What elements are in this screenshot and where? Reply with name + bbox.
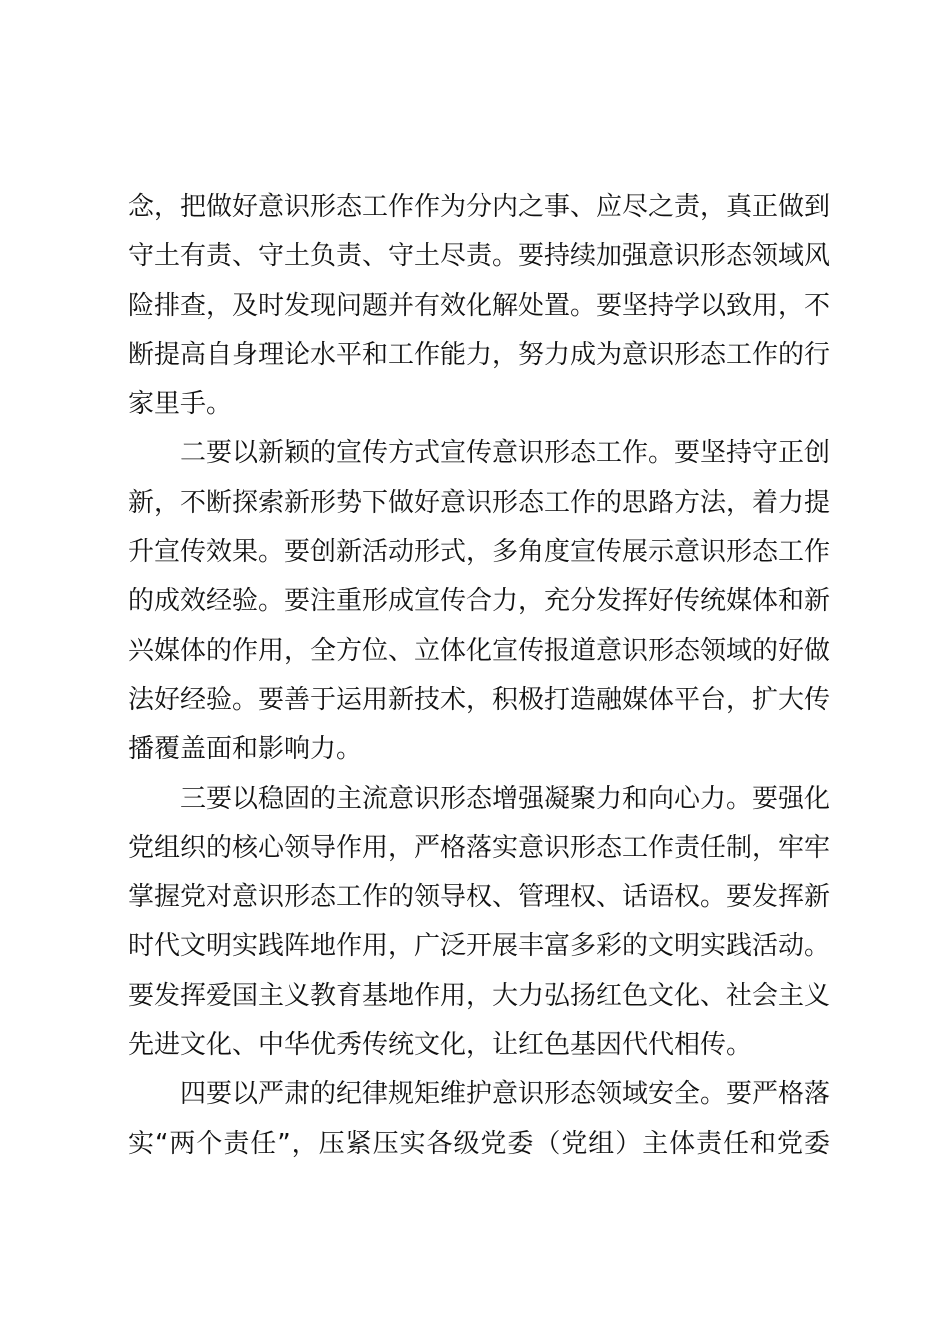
paragraph-start-line: 三要以稳固的主流意识形态增强凝聚力和向心力。要强化: [180, 783, 831, 814]
text-line: 险排查，及时发现问题并有效化解处置。要坚持学以致用，不: [128, 290, 831, 321]
text-line: 党组织的核心领导作用，严格落实意识形态工作责任制，牢牢: [128, 832, 831, 863]
text-line: 念，把做好意识形态工作作为分内之事、应尽之责，真正做到: [128, 192, 831, 222]
text-line: 家里手。: [128, 389, 233, 420]
text-line: 要发挥爱国主义教育基地作用，大力弘扬红色文化、社会主义: [128, 980, 831, 1011]
text-line: 断提高自身理论水平和工作能力，努力成为意识形态工作的行: [128, 339, 831, 370]
paragraph-start-line: 四要以严肃的纪律规矩维护意识形态领域安全。要严格落: [180, 1079, 831, 1110]
text-line: 播覆盖面和影响力。: [128, 734, 363, 765]
text-line: 升宣传效果。要创新活动形式，多角度宣传展示意识形态工作: [128, 537, 831, 568]
text-line: 先进文化、中华优秀传统文化，让红色基因代代相传。: [128, 1030, 753, 1061]
paragraph-start-line: 二要以新颖的宣传方式宣传意识形态工作。要坚持守正创: [180, 438, 831, 469]
text-line: 实“两个责任”，压紧压实各级党委（党组）主体责任和党委: [128, 1128, 830, 1159]
text-line: 守土有责、守土负责、守土尽责。要持续加强意识形态领域风: [128, 241, 831, 272]
text-line: 新，不断探索新形势下做好意识形态工作的思路方法，着力提: [128, 487, 831, 518]
text-line: 时代文明实践阵地作用，广泛开展丰富多彩的文明实践活动。: [128, 931, 831, 962]
text-line: 兴媒体的作用，全方位、立体化宣传报道意识形态领域的好做: [128, 635, 831, 666]
body-text: [128, 183, 830, 1169]
text-line: 的成效经验。要注重形成宣传合力，充分发挥好传统媒体和新: [128, 586, 831, 617]
text-line: 掌握党对意识形态工作的领导权、管理权、话语权。要发挥新: [128, 882, 831, 913]
text-line: 法好经验。要善于运用新技术，积极打造融媒体平台，扩大传: [128, 684, 831, 715]
